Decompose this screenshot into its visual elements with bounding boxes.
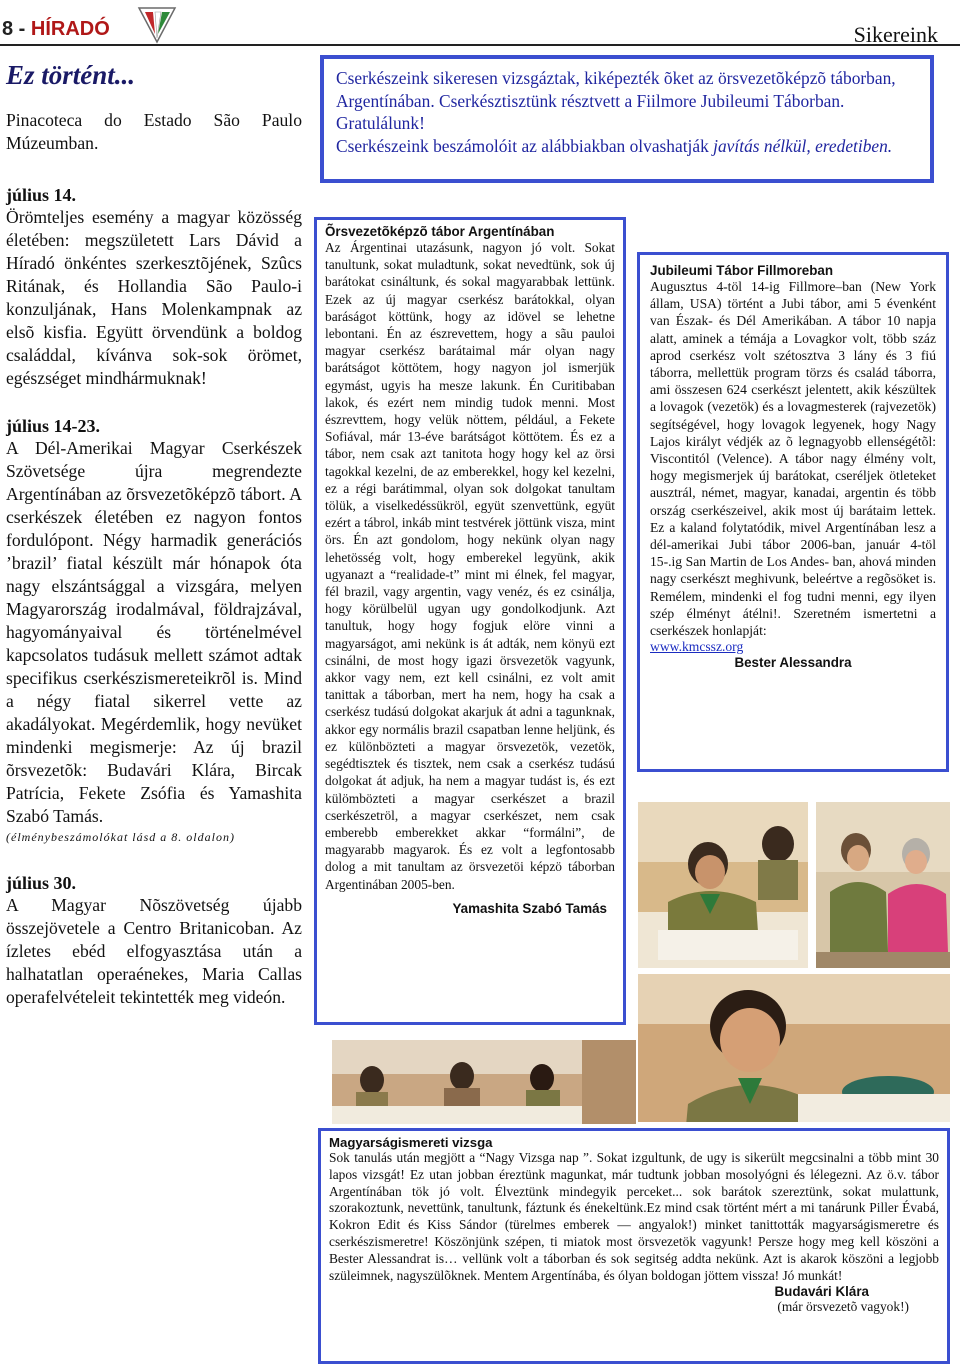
entry-text: A Dél-Amerikai Magyar Cserkészek Szövetsége újra megrendezte Argentínában az õrsvezetõképzõ tábort. A cserkészek életében ez nagyon fontos fordulópont. Négy harmadik generációs ’brazil’ fiatal készült már hónapok óta nagy elszántsággal a vizsgára, melyen Magyarország irodalmával, földrajzával, hagyományaival és történelmével kapcsolatos tudásuk mellett számot adtak specifikus cserkészismereteikrõl is. Mind a négy fiatal sikerrel vette az akadályokat. Megérdemlik, hogy nevüket mindenki megismerje: Az új brazil õrsvezetõk: Budavári Klára, Bircak Patrícia, Fekete Zsófia és Yamashita Szabó Tamás. xyxy=(6,438,302,826)
story-title: Õrsvezetõképzõ tábor Argentínában xyxy=(325,224,555,239)
story-title: Jubileumi Tábor Fillmoreban xyxy=(650,263,834,278)
story-signature: Bester Alessandra xyxy=(734,655,852,671)
intro-text: Pinacoteca do Estado São Paulo Múzeumban. xyxy=(6,110,302,153)
section-title: Sikereink xyxy=(853,22,938,47)
header-rule xyxy=(0,44,960,46)
announcement-line: Cserkészeink beszámolóit az alábbiakban olvashatják javítás nélkül, eredetiben. xyxy=(336,135,893,156)
story-signature: Budavári Klára xyxy=(774,1284,869,1300)
website-link[interactable]: www.kmcssz.org xyxy=(650,639,744,655)
entry-date: július 14. xyxy=(6,185,77,205)
entry-text: Örömteljes esemény a magyar közösség életében: megszületett Lars Dávid a Híradó önkéntes szerkesztõjének, Szûcs Ritának, és Hollandia São Paulo-i konzuljának, Hans Molenkampnak az elsõ kisfia. Együtt örvendünk a boldog családdal, kívánva sok-sok örömet, egészséget mindhármuknak! xyxy=(6,207,302,388)
hiradó-logo-icon xyxy=(136,4,178,44)
story-signature: Yamashita Szabó Tamás xyxy=(452,900,607,916)
story-text: Sok tanulás után megjött a “Nagy Vizsga nap ”. Sokat izgultunk, de ugy is sikerült megcsinalni a több mint 30 lapos vizsgát! Ez utan jobban éreztünk magunkat, már tudtunk jobban mosolyógni és lélegezni. Az ö.v. tábor Argentínában tök jó volt. Élveztünk mindegyik perceket... sok barátok szereztünk, sokat mulattunk, szorakoztunk, nevettünk, tanultunk, fáztunk és énekeltünk.Ez mind csak történt mért a mi tanárunk Piller Évabá, Kokron Edit és Kiss Sándor (türelmes emberek — angyalok!) minket tanittották magyarságismeretre és cserkészismeretre! Köszönjünk szépen, ti miatok most örsvezetök vagyunk! Persze hogy meg kell köszöni a Bester Alessandrat is… vellünk volt a táborban és sok segitség addta nekünk. Azt is akarok köszöni a legjobb szüleimnek, nagyszülõknek. Mentem Argentínába, és ólyan boldogan jöttem vissza! Jó munkát! xyxy=(329,1150,939,1283)
story-box-vizsga xyxy=(318,1128,950,1364)
column-heading: Ez történt... xyxy=(6,60,136,90)
photo-scouts-writing xyxy=(636,800,810,970)
signature-note: (már örsvezetõ vagyok!) xyxy=(777,1299,909,1315)
story-text: Augusztus 4-töl 14-ig Fillmore–ban (New York állam, USA) történt a Jubi tábor, ami 5 évenként van Észak- és Dél Amerikában. A tábor 10 napja alatt, aminek a témája a Lovagkor volt, több száz aprod cserkész volt szétosztva 3 lány és 3 fiú táborra, mellettük program törzs és család táborra, ami összesen 624 cserkészt jelentett, akik készültek a lovagok (vezetök) és a lovagmesterek (rajvezetök) segítségével, hogy lovagok legyenek, hogy Nagy Lajos királyt védjék az õ legnagyobb ellenségétõl: Viscontitól (Velence). A tábor nagy élmény volt, hogy megismerjek új barátokat, cseréljek ötleteket ausztrál, német, magyar, kanadai, argentin és több ország cserkészeivel, akik most új barátaim lettek. Ez a kaland folytatódik, mivel Argentínában lesz a dél-amerikai Jubi tábor 2006-ban, január 4-töl 15-.ig San Martin de Los Andes- ban, ahová minden nagy cserkészt meghivunk, beleértve a regõsöket is. Remélem, mindenki el fog tudni menni, egy ilyen szép élményt átélni!. Szeretném ismertetni a cserkészek honlapját: xyxy=(650,279,936,639)
story-title: Magyarságismereti vizsga xyxy=(329,1135,493,1150)
announcement-box xyxy=(320,55,934,183)
entry-date: július 30. xyxy=(6,873,77,893)
story-text: Az Árgentinai utazásunk, nagyon jó volt. Sokat tanultunk, sokat muladtunk, sokat nevedtünk, sok új barátokat csináltunk, és sokal magyarabbak lettünk. Ezek az új magyar cserkész barátokkal, olyan baráságot köttünk, hogy az idövel se lehetne lebontani. Én az észrevettem, hogy a sãu pauloi magyar cserkész barátaimal már olyan nagy barátságot köttötem, hogy nagyon jol ismerjük egymást, ugyis ha mesze lakunk. Én Curitibaban lakok, és ezért nem mindig tudok menni. Most észrevttem, hogy velük nöttem, például, a Fekete Sofiával, már 13-éve barátságot köttötem. És ez a tábor, nem csak azt tanitota hogy hogy kel az örsi tagokkal kezelni, de az emberekkel, hogy kel kezelni, ez a régi barátimmal, olyan sok dolgokat tanultam tölük, a viselkedéssükröl, együt szenvettünk, együt ezért a tábrol, inkáb mint testvérek jöttünk visza, mint örs. Én azt gondolom, hogy nekünk olyan nagy lehetösség volt, hogy emberekel legyünk, akik ugyanazt a “realidade-t” mint mi élnek, fel magyar, fél brazil, vagy argentin, vagy venéz, és ez csinálja, hogy körülbelül ugyan ugy gondolkodjunk. Azt tanultuk, hogy hogy fogjuk elöre vinni a magyarságot, ami nekünk is át adták, nem könyü ezt csinálni, de most hogy igazi örsvezetök vagyunk, akkor vagy nem, ezt kell csinálni, ez volt amit tanittak a táborban, mert ha nem, hogy ha csak a cserkész tudású dolgokat akarjuk át adni a tagunknak, akkor egy normális brazil csapatban lenne heljünk, és ez különbözteti a magyar örsvezetök, vezetök, segédtisztek és tisztek, nem csak a cserkész tudású dolgokat át adjuk, ha nem a magyar tudást is, és ezt külömbözteti a magyar cserkészet a brazil cserkészetröl, a magyar cserkészet, nem csak emberebb emberekket akkar “formálni”, de magyarabb magyarok. És ez volt a legfontosabb dolog a mit tanultam az örsvezetöi képzö táborban Argentinában 2005-ben. xyxy=(325,240,615,892)
photo-scouts-at-table xyxy=(330,1038,638,1126)
story-box-orsvezeto xyxy=(314,217,626,1025)
announcement-italic: javítás nélkül, eredetiben. xyxy=(713,135,893,156)
page-number: 8 - HÍRADÓ xyxy=(2,18,110,40)
photo-boy-smiling xyxy=(636,972,952,1124)
left-column xyxy=(6,60,302,1009)
photo-women-seated xyxy=(814,800,952,970)
entry-text: A Magyar Nõszövetség újabb összejövetele a Centro Britanicoban. Az ízletes ebéd elfogyasztása után a halhatatlan operaénekes, Maria Callas operafelvételeit tekintették meg videón. xyxy=(6,895,302,1007)
announcement-line: Cserkészeink sikeresen vizsgáztak, kiképezték õket az örsvezetõképzõ táborban, Argentínában. Cserkésztisztünk résztvett a Fiilmore Jubileumi Táborban. Gratulálunk! xyxy=(336,68,896,133)
publication-name: HÍRADÓ xyxy=(30,18,110,40)
story-box-jubileumi xyxy=(637,252,949,772)
entry-note: (élménybeszámolókat lásd a 8. oldalon) xyxy=(6,830,235,844)
entry-date: július 14-23. xyxy=(6,416,101,436)
